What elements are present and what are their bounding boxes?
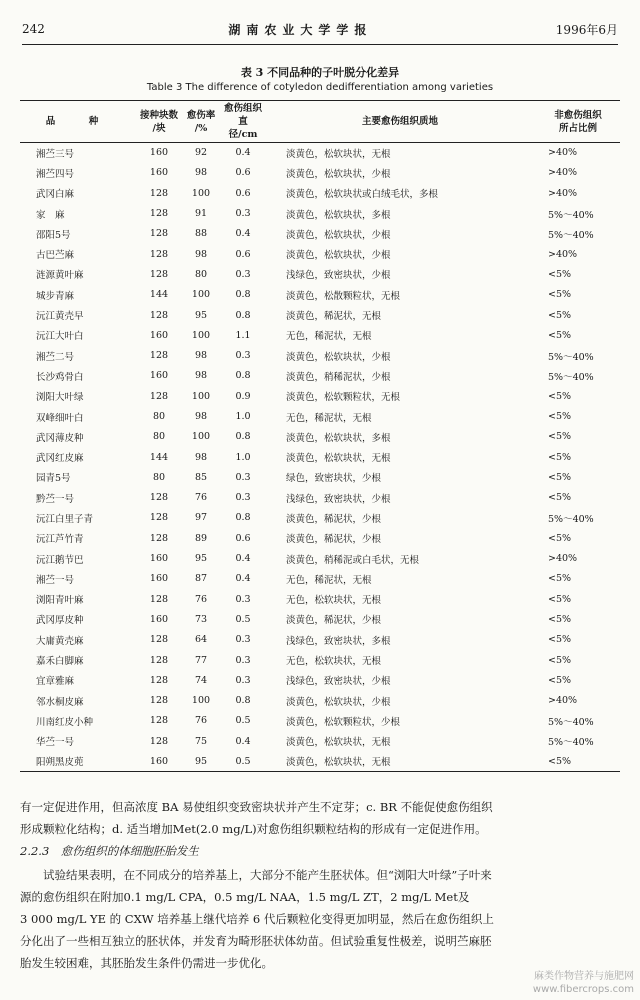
col-inoculated-blocks-cell: 160: [149, 553, 169, 565]
table-row: [20, 447, 620, 467]
col-non-callus-ratio-cell: <5%: [548, 471, 572, 483]
col-variety-cell: 沅江芦竹青: [36, 534, 84, 546]
col-inoculated-blocks-cell: 128: [149, 674, 169, 686]
col-inoculated-blocks-cell: 128: [149, 390, 169, 402]
col-variety-cell: 浏阳大叶绿: [36, 392, 84, 404]
table-row: [20, 609, 620, 629]
col-callus-diameter-cell: 0.6: [235, 167, 251, 179]
col-inoculated-blocks-cell: 128: [149, 350, 169, 362]
col-inoculated-blocks-cell: 160: [149, 147, 169, 159]
col-inoculated-blocks-cell: 128: [149, 634, 169, 646]
col-callus-texture-header: 主要愈伤组织质地: [361, 116, 438, 127]
col-callus-texture-cell: 淡黄色，稀泥状，少根: [286, 615, 382, 627]
col-variety-cell: 黔苎一号: [36, 493, 75, 505]
paragraph-1-line-2: 形成颗粒化结构；d. 适当增加Met(2.0 mg/L)对愈伤组织颗粒结构的形成有一定促进作用。: [20, 822, 487, 836]
col-inoculated-blocks-cell: 128: [149, 512, 169, 524]
col-callus-diameter-cell: 0.3: [235, 350, 251, 362]
col-callus-rate-cell: 73: [194, 613, 208, 625]
col-non-callus-ratio-cell: >40%: [548, 167, 578, 179]
table-row: [20, 163, 620, 183]
col-callus-rate-cell: 92: [194, 147, 208, 159]
col-callus-diameter-cell: 0.3: [235, 634, 251, 646]
col-callus-rate-cell: 64: [194, 634, 208, 646]
cotyledon-dedifferentiation-table: [20, 100, 620, 772]
col-callus-diameter-cell: 0.3: [235, 268, 251, 280]
col-callus-rate-cell: 98: [194, 350, 208, 362]
col-inoculated-blocks-cell: 160: [149, 167, 169, 179]
col-callus-diameter-cell: 0.8: [235, 512, 251, 524]
col-callus-texture-cell: 淡黄色，松散颗粒状，无根: [286, 290, 401, 302]
paragraph-2-line-1: 试验结果表明，在不同成分的培养基上，大部分不能产生胚状体。但“浏阳大叶绿”子叶来: [43, 868, 492, 882]
col-callus-rate-cell: 100: [191, 695, 211, 707]
col-callus-texture-cell: 淡黄色，松软块状，多根: [286, 209, 391, 221]
watermark-line-2: www.fibercrops.com: [532, 984, 634, 995]
col-callus-texture-cell: 浅绿色，致密块状，少根: [286, 270, 391, 282]
col-non-callus-ratio-cell: <5%: [548, 593, 572, 605]
col-inoculated-blocks-cell: 80: [152, 471, 166, 483]
col-non-callus-ratio-cell: <5%: [548, 573, 572, 585]
col-inoculated-blocks-cell: 160: [149, 370, 169, 382]
col-callus-texture-cell: 淡黄色，松软块状，无根: [286, 453, 391, 465]
table-row: [20, 427, 620, 447]
table-row: [20, 731, 620, 751]
col-non-callus-ratio-cell: >40%: [548, 695, 578, 707]
col-non-callus-ratio-cell: 5%～40%: [548, 351, 594, 363]
col-callus-rate-cell: 98: [194, 451, 208, 463]
col-variety-cell: 长沙鸡骨白: [36, 371, 84, 383]
col-callus-texture-cell: 淡黄色，松软颗粒状，无根: [286, 392, 401, 404]
col-variety-cell: 武冈薄皮种: [36, 432, 84, 444]
col-callus-rate-cell: 100: [191, 329, 211, 341]
col-callus-rate-cell: 100: [191, 187, 211, 199]
table-header-row: [20, 101, 620, 143]
col-callus-diameter-cell: 0.4: [235, 553, 251, 565]
col-callus-diameter-cell: 0.3: [235, 654, 251, 666]
col-variety-cell: 家 麻: [36, 209, 65, 221]
table-row: [20, 183, 620, 203]
col-non-callus-ratio-cell: <5%: [548, 755, 572, 767]
col-callus-rate-cell: 74: [194, 674, 208, 686]
col-callus-diameter-cell: 0.3: [235, 471, 251, 483]
journal-name: 湖南农业大学学报: [228, 22, 373, 37]
col-callus-diameter-cell: 0.6: [235, 187, 251, 199]
col-non-callus-ratio-cell: <5%: [548, 268, 572, 280]
table-row: [20, 508, 620, 528]
col-callus-diameter-header: 愈伤组织 直径/cm: [224, 103, 263, 140]
col-non-callus-ratio-cell: >40%: [548, 248, 578, 260]
table-row: [20, 548, 620, 568]
col-inoculated-blocks-header: 接种块数 /块: [140, 109, 179, 134]
col-non-callus-ratio-cell: <5%: [548, 329, 572, 341]
col-callus-rate-cell: 76: [194, 715, 208, 727]
col-callus-rate-cell: 80: [194, 268, 208, 280]
col-variety-cell: 涟源黄叶麻: [36, 270, 84, 282]
col-callus-rate-cell: 89: [194, 532, 208, 544]
col-callus-diameter-cell: 0.3: [235, 208, 251, 220]
col-callus-diameter-cell: 0.3: [235, 593, 251, 605]
paragraph-2-line-4: 分化出了一些相互独立的胚状体，并发育为畸形胚状体幼苗。但试验重复性极差，说明苎麻胚: [20, 934, 492, 948]
col-variety-cell: 湘苎二号: [36, 351, 75, 363]
col-variety-cell: 沅江鹅节巴: [36, 554, 84, 566]
col-callus-texture-cell: 淡黄色，松软块状，多根: [286, 432, 391, 444]
table-row: [20, 670, 620, 690]
table-row: [20, 285, 620, 305]
col-non-callus-ratio-cell: 5%～40%: [548, 371, 594, 383]
col-callus-rate-cell: 95: [194, 755, 208, 767]
col-inoculated-blocks-cell: 128: [149, 492, 169, 504]
table-body: [20, 143, 620, 772]
col-callus-diameter-cell: 0.9: [235, 390, 251, 402]
table-row: [20, 589, 620, 609]
table-row: [20, 630, 620, 650]
col-non-callus-ratio-cell: 5%～40%: [548, 716, 594, 728]
col-callus-texture-cell: 淡黄色，松软块状，少根: [286, 250, 391, 262]
col-variety-cell: 川南红皮小种: [36, 716, 94, 728]
table-row: [20, 203, 620, 223]
col-callus-rate-cell: 97: [194, 512, 208, 524]
table-row: [20, 691, 620, 711]
col-callus-diameter-cell: 0.4: [235, 573, 251, 585]
col-callus-rate-cell: 100: [191, 289, 211, 301]
page-number: 242: [22, 22, 45, 36]
col-callus-diameter-cell: 0.6: [235, 532, 251, 544]
col-callus-diameter-cell: 0.6: [235, 248, 251, 260]
col-variety-cell: 华苎一号: [36, 737, 75, 749]
col-inoculated-blocks-cell: 128: [149, 309, 169, 321]
col-callus-texture-cell: 无色，稀泥状，无根: [286, 331, 372, 343]
col-variety-cell: 阳朔黑皮蔸: [36, 757, 84, 769]
watermark-line-1: 麻类作物营养与施肥网: [534, 971, 634, 982]
table-row: [20, 467, 620, 487]
table-row: [20, 143, 620, 163]
col-callus-diameter-cell: 0.3: [235, 674, 251, 686]
col-callus-rate-cell: 95: [194, 309, 208, 321]
table-row: [20, 711, 620, 731]
col-callus-texture-cell: 淡黄色，稀泥状，少根: [286, 534, 382, 546]
paragraph-2-line-2: 源的愈伤组织在附加0.1 mg/L CPA，0.5 mg/L NAA，1.5 mg/L ZT，2 mg/L Met及: [20, 890, 470, 904]
col-callus-rate-cell: 88: [194, 228, 208, 240]
col-callus-texture-cell: 淡黄色，稀泥状，无根: [286, 311, 382, 323]
col-non-callus-ratio-cell: <5%: [548, 411, 572, 422]
col-callus-rate-cell: 75: [194, 735, 208, 747]
col-callus-texture-cell: 淡黄色，松软块状，无根: [286, 148, 391, 160]
col-callus-rate-cell: 85: [194, 471, 208, 483]
table-row: [20, 386, 620, 406]
paragraph-1-line-1: 有一定促进作用，但高浓度 BA 易使组织变致密块状并产生不定芽；c. BR 不能促使愈伤组织: [20, 800, 493, 814]
col-non-callus-ratio-cell: <5%: [548, 390, 572, 402]
table-row: [20, 488, 620, 508]
watermark: [533, 970, 634, 996]
col-inoculated-blocks-cell: 80: [152, 411, 166, 422]
col-non-callus-ratio-cell: <5%: [548, 492, 572, 504]
col-non-callus-ratio-cell: <5%: [548, 613, 572, 625]
table-row: [20, 650, 620, 670]
col-non-callus-ratio-cell: <5%: [548, 674, 572, 686]
table-row: [20, 528, 620, 548]
col-callus-rate-cell: 77: [194, 654, 208, 666]
table-title-en: Table 3 The difference of cotyledon dedifferentiation among varieties: [146, 82, 494, 93]
col-variety-cell: 湘苎四号: [36, 168, 75, 180]
col-variety-cell: 大庸黄壳麻: [36, 635, 84, 647]
col-callus-diameter-cell: 1.1: [235, 329, 251, 341]
col-callus-texture-cell: 无色，松软块状，无根: [286, 656, 382, 668]
col-callus-rate-cell: 76: [194, 492, 208, 504]
col-inoculated-blocks-cell: 128: [149, 187, 169, 199]
col-inoculated-blocks-cell: 128: [149, 715, 169, 727]
col-inoculated-blocks-cell: 128: [149, 654, 169, 666]
col-callus-texture-cell: 淡黄色，松软块状，无根: [286, 737, 391, 749]
col-callus-rate-cell: 98: [194, 248, 208, 260]
col-inoculated-blocks-cell: 128: [149, 268, 169, 280]
col-variety-cell: 湘苎一号: [36, 574, 75, 586]
col-non-callus-ratio-cell: <5%: [548, 451, 572, 463]
col-callus-rate-cell: 76: [194, 593, 208, 605]
col-callus-diameter-cell: 0.8: [235, 695, 251, 707]
col-variety-cell: 嘉禾白脚麻: [36, 656, 84, 668]
col-inoculated-blocks-cell: 128: [149, 735, 169, 747]
col-variety-cell: 湘苎三号: [36, 148, 75, 160]
col-callus-texture-cell: 淡黄色，松软块状或白绒毛状，多根: [286, 189, 439, 201]
section-heading: [20, 840, 620, 862]
col-callus-texture-cell: 浅绿色，致密块状，多根: [286, 635, 391, 647]
col-callus-texture-cell: 浅绿色，致密块状，少根: [286, 493, 391, 505]
col-callus-rate-header: 愈伤率 /%: [186, 109, 216, 134]
col-callus-diameter-cell: 0.8: [235, 309, 251, 321]
col-callus-diameter-cell: 0.4: [235, 147, 251, 159]
col-non-callus-ratio-cell: 5%～40%: [548, 209, 594, 221]
col-non-callus-ratio-cell: <5%: [548, 309, 572, 321]
col-non-callus-ratio-cell: 5%～40%: [548, 229, 594, 241]
col-callus-rate-cell: 98: [194, 167, 208, 179]
col-variety-cell: 武冈红皮麻: [36, 453, 84, 465]
col-variety-cell: 邵阳5号: [36, 229, 71, 241]
col-callus-texture-cell: 淡黄色，松软块状，少根: [286, 351, 391, 363]
col-callus-diameter-cell: 0.4: [235, 735, 251, 747]
col-callus-texture-cell: 无色，稀泥状，无根: [286, 412, 372, 424]
col-non-callus-ratio-cell: <5%: [548, 431, 572, 443]
col-inoculated-blocks-cell: 160: [149, 573, 169, 585]
col-callus-texture-cell: 淡黄色，松软颗粒状，少根: [286, 716, 401, 728]
col-non-callus-ratio-cell: <5%: [548, 532, 572, 544]
col-non-callus-ratio-cell: 5%～40%: [548, 513, 594, 525]
col-callus-texture-cell: 淡黄色，松软块状，少根: [286, 229, 391, 241]
col-callus-texture-cell: 绿色，致密块状，少根: [286, 473, 382, 485]
table-row: [20, 244, 620, 264]
col-variety-cell: 武冈白麻: [36, 189, 75, 201]
table-row: [20, 406, 620, 426]
col-inoculated-blocks-cell: 128: [149, 248, 169, 260]
table-row: [20, 224, 620, 244]
col-non-callus-ratio-cell: >40%: [548, 147, 578, 159]
table-row: [20, 264, 620, 284]
table-title-cn: 表 3 不同品种的子叶脱分化差异: [240, 66, 400, 79]
col-callus-texture-cell: 浅绿色，致密块状，少根: [286, 676, 391, 688]
section-title: 2.2.3 愈伤组织的体细胞胚胎发生: [20, 844, 199, 858]
col-inoculated-blocks-cell: 128: [149, 532, 169, 544]
col-inoculated-blocks-cell: 144: [149, 289, 169, 301]
page-header: [22, 18, 618, 45]
col-inoculated-blocks-cell: 80: [152, 431, 166, 443]
col-variety-cell: 邻水桐皮麻: [36, 696, 84, 708]
col-inoculated-blocks-cell: 160: [149, 613, 169, 625]
col-callus-rate-cell: 100: [191, 390, 211, 402]
paragraph-2-line-3: 3 000 mg/L YE 的 CXW 培养基上继代培养 6 代后颗粒化变得更加明显，然后在愈伤组织上: [20, 912, 494, 926]
col-callus-diameter-cell: 0.5: [235, 755, 251, 767]
table-row: [20, 305, 620, 325]
col-inoculated-blocks-cell: 160: [149, 755, 169, 767]
col-non-callus-ratio-cell: <5%: [548, 634, 572, 646]
col-callus-diameter-cell: 0.5: [235, 613, 251, 625]
col-non-callus-ratio-cell: >40%: [548, 553, 578, 565]
col-callus-diameter-cell: 0.8: [235, 289, 251, 301]
col-callus-rate-cell: 95: [194, 553, 208, 565]
col-inoculated-blocks-cell: 128: [149, 695, 169, 707]
col-callus-texture-cell: 淡黄色，稍稀泥状，少根: [286, 371, 391, 383]
col-callus-diameter-cell: 0.4: [235, 228, 251, 240]
col-variety-cell: 沅江大叶白: [36, 331, 84, 343]
col-callus-rate-cell: 98: [194, 411, 208, 422]
col-variety-cell: 城步青麻: [36, 290, 75, 302]
col-callus-texture-cell: 无色，稀泥状，无根: [286, 574, 372, 586]
paragraph-1: [20, 796, 620, 840]
col-non-callus-ratio-cell: >40%: [548, 187, 578, 199]
paragraph-2: [20, 864, 620, 974]
col-callus-diameter-cell: 0.5: [235, 715, 251, 727]
col-variety-cell: 武冈厚皮种: [36, 615, 84, 627]
col-variety-cell: 沅江黄壳早: [36, 311, 84, 323]
col-callus-rate-cell: 98: [194, 370, 208, 382]
col-inoculated-blocks-cell: 160: [149, 329, 169, 341]
col-variety-cell: 宜章雅麻: [36, 676, 75, 688]
col-non-callus-ratio-cell: <5%: [548, 289, 572, 301]
col-non-callus-ratio-cell: 5%～40%: [548, 737, 594, 749]
col-callus-rate-cell: 87: [194, 573, 208, 585]
table-row: [20, 345, 620, 365]
col-callus-rate-cell: 91: [194, 208, 208, 220]
col-callus-texture-cell: 淡黄色，松软块状，无根: [286, 757, 391, 769]
col-variety-cell: 浏阳青叶麻: [36, 595, 84, 607]
col-variety-cell: 园青5号: [36, 473, 71, 485]
col-callus-texture-cell: 淡黄色，稍稀泥或白毛状，无根: [286, 554, 420, 566]
col-callus-texture-cell: 淡黄色，稀泥状，少根: [286, 513, 382, 525]
col-non-callus-ratio-header: 非愈伤组织 所占比例: [554, 109, 602, 134]
col-variety-cell: 双峰细叶白: [36, 412, 84, 424]
table-row: [20, 325, 620, 345]
col-inoculated-blocks-cell: 128: [149, 208, 169, 220]
table-row: [20, 751, 620, 771]
col-inoculated-blocks-cell: 144: [149, 451, 169, 463]
col-variety-cell: 古巴苎麻: [36, 250, 75, 262]
col-variety-cell: 沅江白里子青: [36, 513, 94, 525]
col-callus-texture-cell: 淡黄色，松软块状，少根: [286, 168, 391, 180]
col-callus-diameter-cell: 1.0: [235, 411, 251, 422]
col-callus-texture-cell: 无色，松软块状，无根: [286, 595, 382, 607]
col-callus-diameter-cell: 1.0: [235, 451, 251, 463]
col-callus-diameter-cell: 0.8: [235, 370, 251, 382]
col-non-callus-ratio-cell: <5%: [548, 654, 572, 666]
col-callus-diameter-cell: 0.8: [235, 431, 251, 443]
issue-date: 1996年6月: [555, 22, 618, 37]
col-callus-rate-cell: 100: [191, 431, 211, 443]
table-row: [20, 569, 620, 589]
col-variety-header: 品 种: [45, 116, 111, 127]
col-callus-texture-cell: 淡黄色，松软块状，少根: [286, 696, 391, 708]
paragraph-2-line-5: 胎发生较困难，其胚胎发生条件仍需进一步优化。: [20, 956, 273, 970]
col-inoculated-blocks-cell: 128: [149, 228, 169, 240]
table-row: [20, 366, 620, 386]
col-callus-diameter-cell: 0.3: [235, 492, 251, 504]
col-inoculated-blocks-cell: 128: [149, 593, 169, 605]
